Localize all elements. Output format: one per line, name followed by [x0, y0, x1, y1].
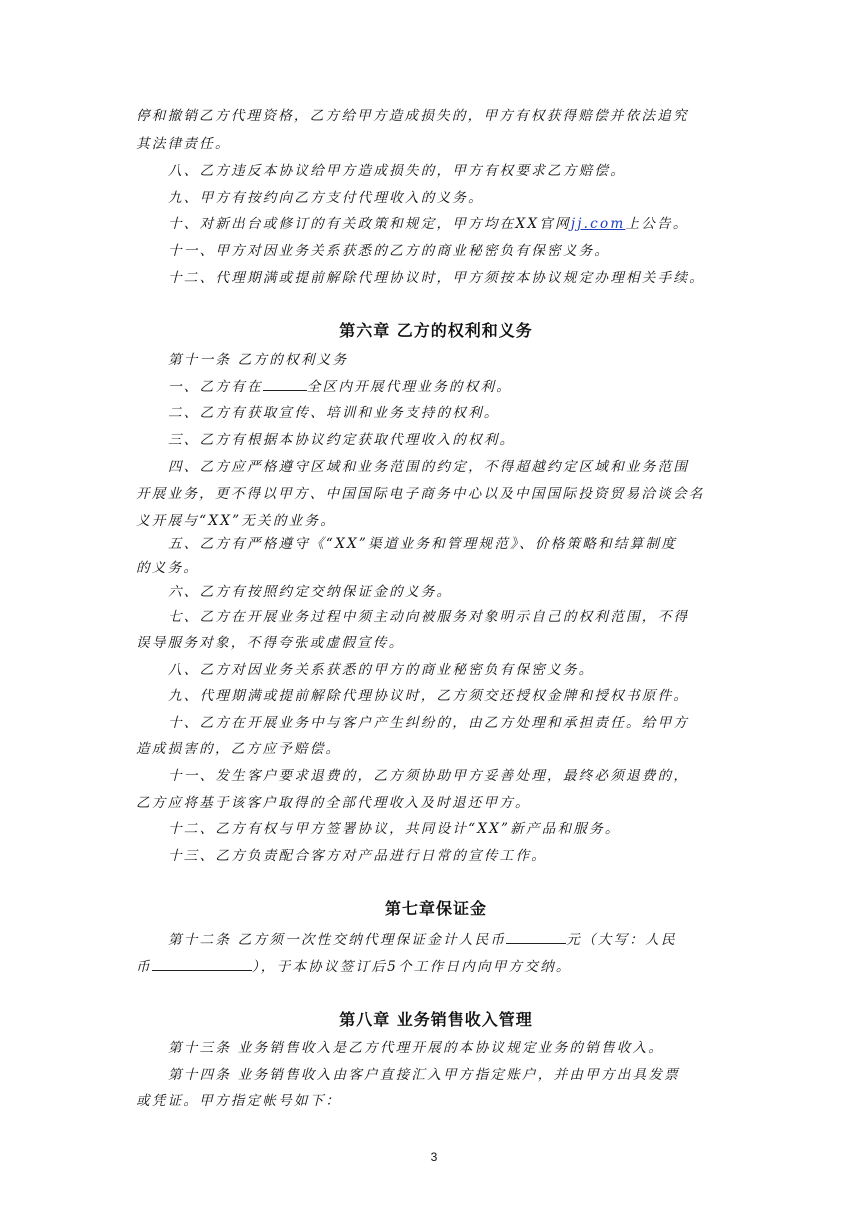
- fill-blank: [152, 956, 252, 971]
- article-heading: 第十一条 乙方的权利义务: [168, 352, 349, 368]
- text-line: 十三、乙方负责配合客方对产品进行日常的宣传工作。: [168, 848, 548, 864]
- text-line: [168, 376, 736, 397]
- text-line: 第十四条 业务销售收入由客户直接汇入甲方指定账户，并由甲方出具发票: [168, 1067, 680, 1083]
- page-number: 3: [430, 1150, 438, 1164]
- text-line: 七、乙方在开展业务过程中须主动向被服务对象明示自己的权利范围，不得: [168, 609, 690, 625]
- text-line: 三、乙方有根据本协议约定获取代理收入的权利。: [168, 432, 516, 448]
- chapter-7-title: 第七章保证金: [384, 899, 487, 918]
- text-line: 五、乙方有严格遵守《“XX”渠道业务和管理规范》、价格策略和结算制度: [168, 536, 678, 552]
- text-line: 开展业务，更不得以甲方、中国国际电子商务中心以及中国国际投资贸易洽谈会名: [136, 486, 705, 502]
- text-line: 十二、乙方有权与甲方签署协议，共同设计“XX”新产品和服务。: [168, 821, 621, 837]
- text-line: 或凭证。甲方指定帐号如下：: [136, 1093, 342, 1109]
- text-line: 八、乙方违反本协议给甲方造成损失的，甲方有权要求乙方赔偿。: [168, 163, 627, 179]
- text-line: 停和撤销乙方代理资格，乙方给甲方造成损失的，甲方有权获得赔偿并依法追究: [136, 108, 689, 124]
- text-line: 十一、发生客户要求退费的，乙方须协助甲方妥善处理，最终必须退费的，: [168, 768, 690, 784]
- fill-blank: [506, 929, 566, 944]
- text-line: 六、乙方有按照约定交纳保证金的义务。: [168, 584, 453, 600]
- text-line: 十、乙方在开展业务中与客户产生纠纷的，由乙方处理和承担责任。给甲方: [168, 715, 690, 731]
- text-span: 元（大写：人民: [566, 932, 677, 948]
- text-line: 八、乙方对因业务关系获悉的甲方的商业秘密负有保密义务。: [168, 662, 595, 678]
- text-span: 十、对新出台或修订的有关政策和规定，甲方均在XX官网: [168, 216, 571, 232]
- text-line: 九、代理期满或提前解除代理协议时，乙方须交还授权金牌和授权书原件。: [168, 688, 690, 704]
- text-line: 二、乙方有获取宣传、培训和业务支持的权利。: [168, 405, 500, 421]
- text-line: 其法律责任。: [136, 136, 231, 152]
- text-span: 全区内开展代理业务的权利。: [306, 379, 513, 395]
- text-line: [168, 214, 736, 234]
- text-span: 第十二条 乙方须一次性交纳代理保证金计人民币: [168, 932, 507, 948]
- text-line: 四、乙方应严格遵守区域和业务范围的约定，不得超越约定区域和业务范围: [168, 459, 690, 475]
- chapter-6-title: 第六章 乙方的权利和义务: [339, 321, 533, 340]
- text-line: 的义务。: [136, 560, 200, 576]
- text-span: 币: [136, 959, 152, 975]
- text-line: 造成损害的，乙方应予赔偿。: [136, 741, 342, 757]
- text-span: 一、乙方有在: [168, 379, 263, 395]
- text-line: [168, 929, 736, 950]
- text-line: 第十三条 业务销售收入是乙方代理开展的本协议规定业务的销售收入。: [168, 1040, 665, 1056]
- text-line: 十二、代理期满或提前解除代理协议时，甲方须按本协议规定办理相关手续。: [168, 270, 705, 286]
- website-link[interactable]: jj.com: [570, 216, 626, 232]
- text-line: 十一、甲方对因业务关系获悉的乙方的商业秘密负有保密义务。: [168, 243, 611, 259]
- text-line: 义开展与“XX”无关的业务。: [136, 513, 336, 529]
- fill-blank: [263, 376, 307, 391]
- text-span: 上公告。: [625, 216, 689, 232]
- text-line: [136, 956, 736, 977]
- text-line: 九、甲方有按约向乙方支付代理收入的义务。: [168, 190, 484, 206]
- chapter-8-title: 第八章 业务销售收入管理: [339, 1010, 533, 1029]
- text-line: 乙方应将基于该客户取得的全部代理收入及时退还甲方。: [136, 795, 531, 811]
- text-line: 误导服务对象，不得夸张或虚假宣传。: [136, 635, 405, 651]
- text-span: ），于本协议签订后5个工作日内向甲方交纳。: [251, 959, 572, 975]
